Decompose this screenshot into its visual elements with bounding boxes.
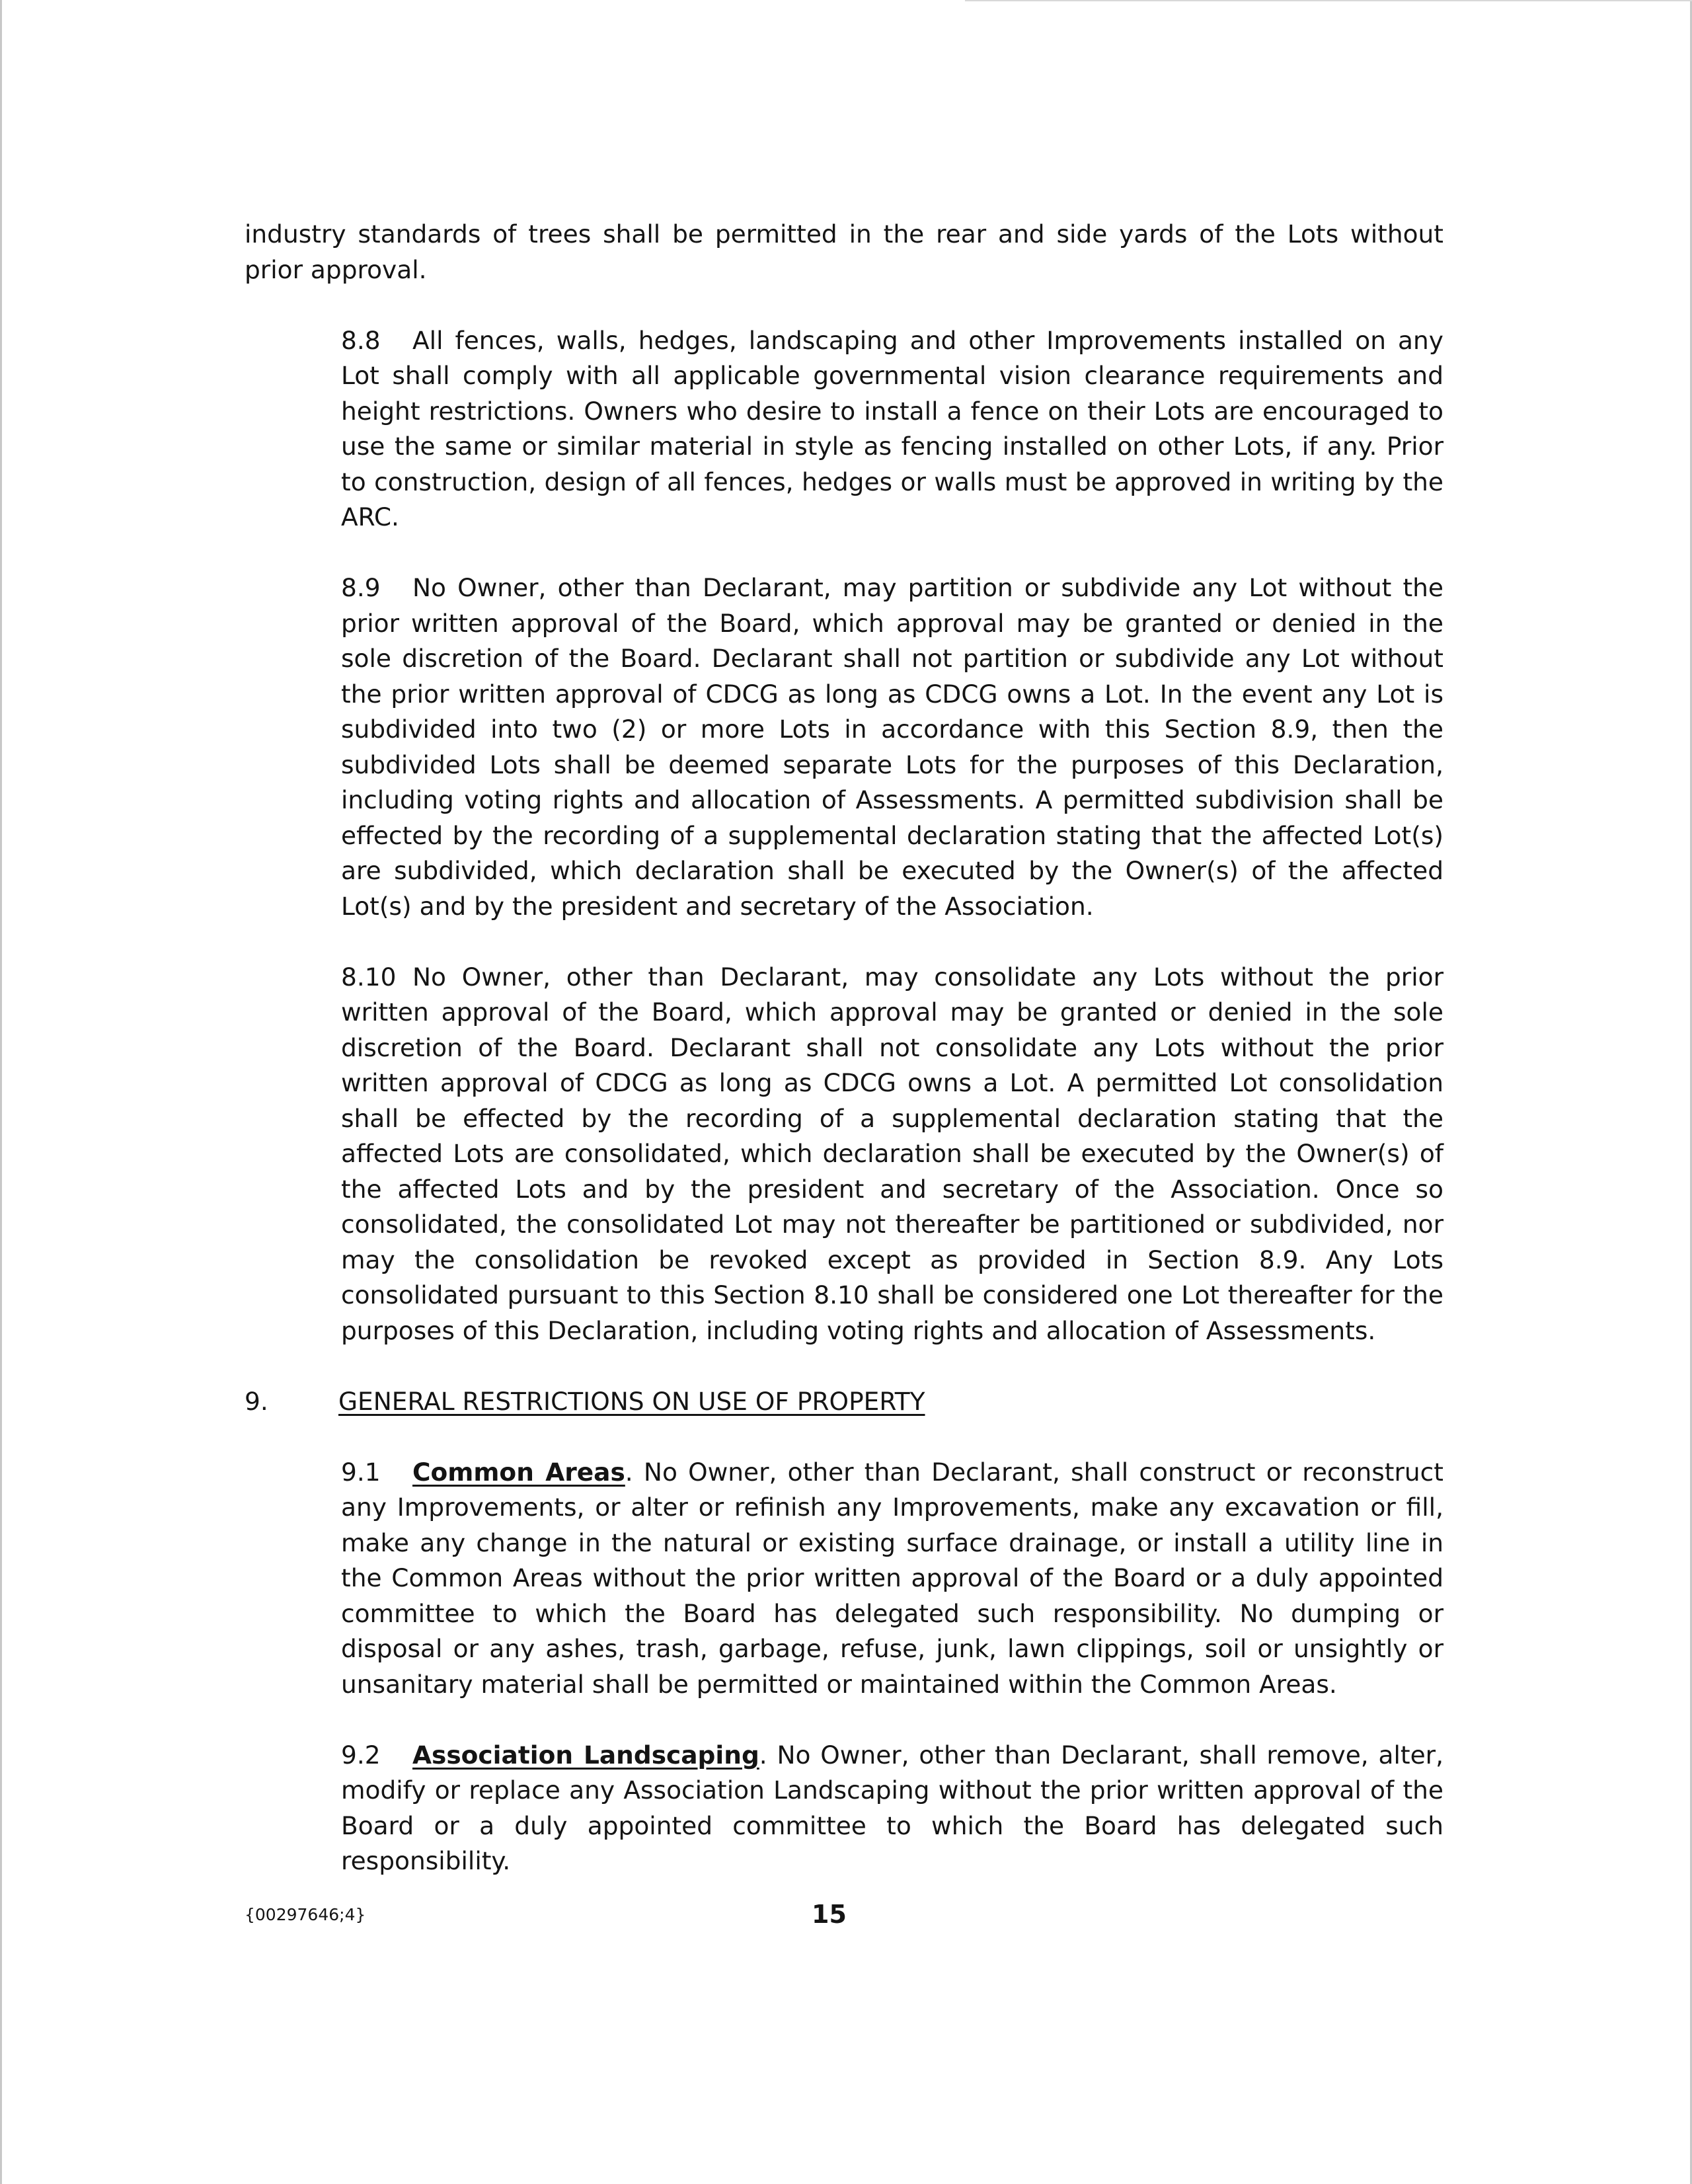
- section-number: 8.8: [341, 325, 381, 355]
- subsection-title: Common Areas: [412, 1457, 625, 1487]
- section-number: 8.9: [341, 573, 381, 602]
- paragraph-8-10: [245, 960, 1443, 1349]
- section-title: GENERAL RESTRICTIONS ON USE OF PROPERTY: [338, 1386, 925, 1416]
- scan-edge-left: [0, 0, 2, 2184]
- section-number: 8.10: [341, 962, 397, 992]
- document-id: {00297646;4}: [245, 1905, 366, 1924]
- paragraph-text: industry standards of trees shall be permitted in the rear and side yards of the Lots without prior approval.: [245, 219, 1443, 284]
- paragraph-text: All fences, walls, hedges, landscaping and other Improvements installed on any Lot shall comply with all applicable governmental vision clearance requirements and height restrictions. Owners who desire to install a fence on their Lots are encouraged to use the same or similar material in style as fencing installed on other Lots, if any. Prior to construction, design of all fences, hedges or walls must be approved in writing by the ARC.: [341, 325, 1443, 531]
- paragraph-9-1: [245, 1455, 1443, 1703]
- paragraph-8-9: [245, 570, 1443, 924]
- page-number: 15: [812, 1900, 847, 1929]
- section-number: 9.2: [341, 1740, 381, 1770]
- section-9-heading: [245, 1384, 1443, 1420]
- document-body: [245, 217, 1443, 1914]
- paragraph-text: No Owner, other than Declarant, may consolidate any Lots without the prior written approval of the Board, which approval may be granted or denied in the sole discretion of the Board. Declarant shall not consolidate any Lots without the prior written approval of CDCG as long as CDCG owns a Lot. A permitted Lot consolidation shall be effected by the recording of a supplemental declaration stating that the affected Lots are consolidated, which declaration shall be executed by the Owner(s) of the affected Lots and by the president and secretary of the Association. Once so consolidated, the consolidated Lot may not thereafter be partitioned or subdivided, nor may the consolidation be revoked except as provided in Section 8.9. Any Lots consolidated pursuant to this Section 8.10 shall be considered one Lot thereafter for the purposes of this Declaration, including voting rights and allocation of Assessments.: [341, 962, 1443, 1345]
- section-number: 9.1: [341, 1457, 381, 1487]
- paragraph-9-2: [245, 1738, 1443, 1879]
- section-number: 9.: [245, 1386, 268, 1416]
- paragraph-8-8: [245, 323, 1443, 535]
- scan-edge-top: [965, 0, 1692, 1]
- paragraph-text: No Owner, other than Declarant, may partition or subdivide any Lot without the prior written approval of the Board, which approval may be granted or denied in the sole discretion of the Board. Declarant shall not partition or subdivide any Lot without the prior written approval of CDCG as long as CDCG owns a Lot. In the event any Lot is subdivided into two (2) or more Lots in accordance with this Section 8.9, then the subdivided Lots shall be deemed separate Lots for the purposes of this Declaration, including voting rights and allocation of Assessments. A permitted subdivision shall be effected by the recording of a supplemental declaration stating that the affected Lot(s) are subdivided, which declaration shall be executed by the Owner(s) of the affected Lot(s) and by the president and secretary of the Association.: [341, 573, 1443, 921]
- paragraph-continuation: [245, 217, 1443, 288]
- subsection-title: Association Landscaping: [412, 1740, 759, 1770]
- paragraph-text: . No Owner, other than Declarant, shall construct or reconstruct any Improvements, or alter or refinish any Improvements, make any excavation or fill, make any change in the natural or existing surface drainage, or install a utility line in the Common Areas without the prior written approval of the Board or a duly appointed committee to which the Board has delegated such responsibility. No dumping or disposal or any ashes, trash, garbage, refuse, junk, lawn clippings, soil or unsightly or unsanitary material shall be permitted or maintained within the Common Areas.: [341, 1457, 1443, 1699]
- paragraph-text: . No Owner, other than Declarant, shall remove, alter, modify or replace any Association Landscaping without the prior written approval of the Board or a duly appointed committee to which the Board has delegated such responsibility.: [341, 1740, 1443, 1875]
